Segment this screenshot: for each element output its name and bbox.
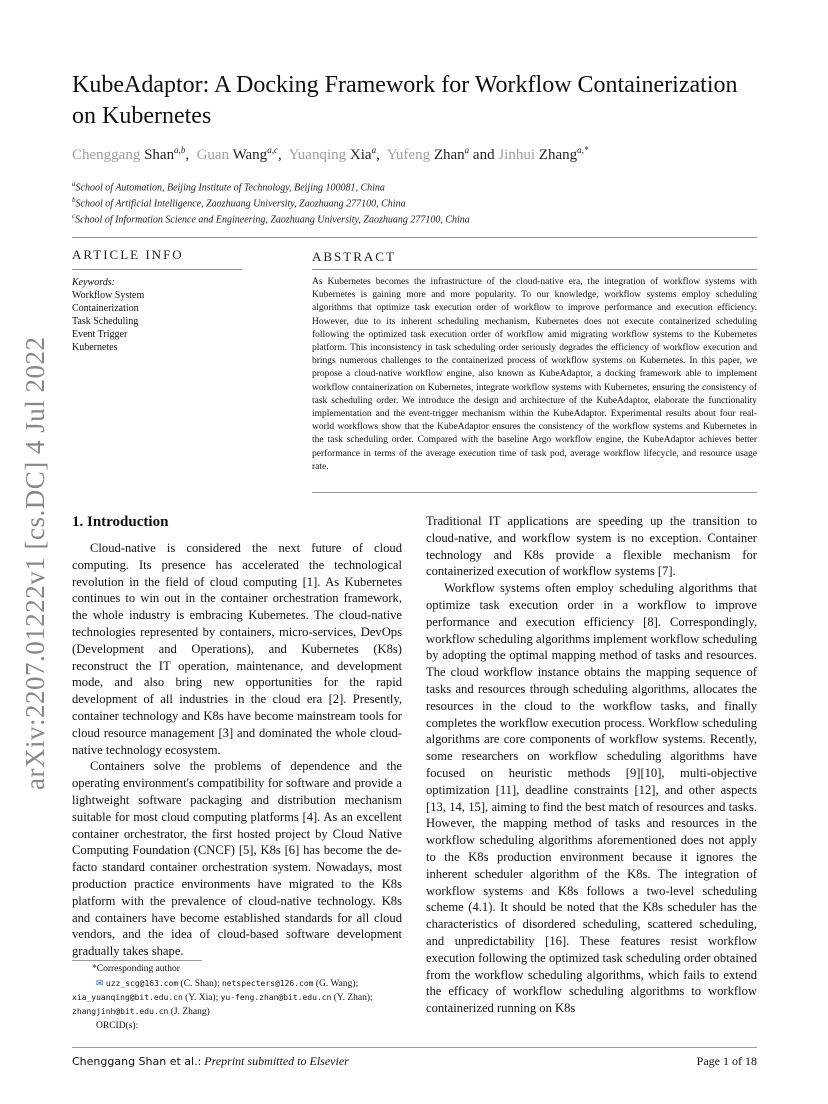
email-link[interactable]: xia_yuanqing@bit.edu.cn — [72, 993, 183, 1002]
page-number: Page 1 of 18 — [696, 1054, 757, 1068]
footnote-rule — [72, 960, 202, 961]
affiliation-a: $^a$School of Automation, Beijing Institute of Technology, Beijing 100081, China — [72, 180, 385, 194]
author-4[interactable]: Yufeng Zhan$^a$ — [386, 145, 470, 163]
paragraph: Containers solve the problems of dependence and the operating environment's compatibility for software and provide a lightweight software packaging and distribution mechanism suitable for most cloud computing platforms [4]. As an excellent container orchestrator, the first hosted project by Cloud Native Computing Foundation (CNCF) [5], K8s [6] has become the de-facto standard container orchestration system. Nowadays, most production practice environments have migrated to the K8s platform with the prevalence of cloud-native technology. K8s and containers have become established standards for all cloud vendors, and the idea of cloud-based software development gradually takes shape. — [72, 759, 402, 959]
footer-left — [72, 1054, 349, 1069]
email-link[interactable]: uzz_scg@163.com — [105, 979, 179, 988]
corresponding-author-note: *Corresponding author — [92, 964, 180, 974]
footer-divider — [72, 1047, 757, 1048]
article-info-rule — [72, 269, 242, 270]
affiliation-b: $^b$School of Artificial Intelligence, Zaozhuang University, Zaozhuang 277100, China — [72, 196, 406, 210]
header-divider — [72, 237, 757, 238]
author-3[interactable]: Yuanqing Xia$^a$ — [288, 145, 377, 163]
email-link[interactable]: netspecters@126.com — [221, 979, 314, 988]
affiliation-c: $^c$School of Information Science and Engineering, Zaozhuang University, Zaozhuang 277100, China — [72, 212, 470, 226]
keywords-label: Keywords: — [72, 277, 115, 288]
keywords-block — [72, 276, 242, 354]
abstract-end-rule — [312, 492, 757, 493]
envelope-icon: ✉ — [96, 978, 104, 988]
footer-preprint-note: Preprint submitted to Elsevier — [204, 1054, 349, 1068]
article-info-heading: ARTICLE INFO — [72, 247, 184, 262]
author-2[interactable]: Guan Wang$^{a,c}$ — [196, 145, 278, 163]
left-column — [72, 540, 402, 960]
keyword: Containerization — [72, 303, 139, 314]
keyword: Kubernetes — [72, 342, 118, 353]
author-5[interactable]: Jinhui Zhang$^{a,*}$ — [498, 145, 589, 163]
paragraph: Traditional IT applications are speeding up the transition to cloud-native, and workflow system is no exception. Container technology and K8s provide a flexible mechanism for containerized execution of workflow systems [7]. — [426, 514, 757, 579]
footnote — [72, 962, 402, 1033]
abstract-heading: ABSTRACT — [312, 249, 396, 264]
footnote-line-3: zhangjinh@bit.edu.cn (J. Zhang) — [72, 1007, 210, 1017]
footnote-line-2: xia_yuanqing@bit.edu.cn (Y. Xia); yu-feng.zhan@bit.edu.cn (Y. Zhan); — [72, 993, 373, 1003]
footnote-line-1: ✉ uzz_scg@163.com (C. Shan); netspecters@126.com (G. Wang); — [96, 978, 359, 989]
keyword: Task Scheduling — [72, 316, 139, 327]
author-1[interactable]: Chenggang Shan$^{a,b}$ — [72, 145, 186, 163]
keyword: Workflow System — [72, 290, 145, 301]
section-heading-introduction: 1. Introduction — [72, 514, 169, 530]
orcid-label: ORCID(s): — [96, 1021, 139, 1031]
paragraph: Cloud-native is considered the next future of cloud computing. Its presence has accelerated the technological revolution in the field of cloud computing [1]. As Kubernetes continues to win out in the container orchestration framework, the whole industry is embracing Kubernetes. The cloud-native technologies represented by containers, micro-services, DevOps (Development and Operations), and Kubernetes (K8s) reconstruct the IT operation, maintenance, and development mode, and also bring new opportunities for the rapid development of all industries in the cloud era [2]. Presently, container technology and K8s have become mainstream tools for cloud resource management [3] and dominated the whole cloud-native technology ecosystem. — [72, 541, 402, 757]
arxiv-stamp: arXiv:2207.01222v1 [cs.DC] 4 Jul 2022 — [20, 336, 50, 790]
abstract-rule — [312, 269, 757, 270]
keyword: Event Trigger — [72, 329, 128, 340]
email-link[interactable]: zhangjinh@bit.edu.cn — [72, 1007, 169, 1016]
paper-title: KubeAdaptor: A Docking Framework for Workflow Containerization on Kubernetes — [72, 72, 738, 129]
right-column — [426, 513, 757, 1017]
paragraph: Workflow systems often employ scheduling algorithms that optimize task execution order in a workflow to improve performance and execution efficiency [8]. Correspondingly, workflow scheduling algorithms implement workflow scheduling by adopting the optimal mapping method of tasks and resources. The cloud workflow instance obtains the mapping sequence of tasks and resources through scheduling algorithms, allocates the resources in the cloud to the workflow tasks, and finally completes the workflow execution process. Workflow scheduling algorithms are core components of workflow systems. Recently, some researchers on workflow scheduling algorithms have focused on heuristic methods [9][10], multi-objective optimization [11], deadline constraints [12], and other aspects [13, 14, 15], aiming to find the best match of resources and tasks. However, the mapping method of tasks and resources in the workflow scheduling algorithms aforementioned does not apply to the K8s production environment because it ignores the inherent scheduler algorithm of the K8s. The integration of workflow systems and K8s follows a two-level scheduling scheme (4.1). It should be noted that the K8s scheduler has the characteristics of disordered scheduling, scattered scheduling, and unpredictability [16]. These features resist workflow execution following the optimized task scheduling order obtained from the workflow scheduling algorithms, which fails to extend the efficacy of workflow scheduling algorithms to workflow containerized running on K8s — [426, 581, 757, 1016]
email-link[interactable]: yu-feng.zhan@bit.edu.cn — [220, 993, 332, 1002]
author-list: Chenggang Shan$^{a,b}$, Guan Wang$^{a,c}$, Yuanqing Xia$^a$, Yufeng Zhan$^a$ and Jinhui Zhang$^{a,*}$ — [72, 145, 589, 163]
footer-authors: Chenggang Shan et al.: — [72, 1055, 202, 1068]
abstract-text: As Kubernetes becomes the infrastructure of the cloud-native era, the integration of workflow systems with Kubernetes is gaining more and more popularity. To our knowledge, workflow systems employ scheduling algorithms that optimize task execution order of workflow to improve performance and execution efficiency. However, due to its inherent scheduling mechanism, Kubernetes does not execute containerized scheduling following the optimized task execution order of workflow amid migrating workflow systems to the Kubernetes platform. This inconsistency in task scheduling order seriously degrades the efficiency of workflow execution and brings numerous challenges to the containerized process of workflow systems on Kubernetes. In this paper, we propose a cloud-native workflow engine, also known as KubeAdaptor, a docking framework able to implement workflow containerization on Kubernetes, integrate workflow systems with Kubernetes, ensuring the consistency of task scheduling order. We introduce the design and architecture of the KubeAdaptor, elaborate the functionality implementation and the event-trigger mechanism within the KubeAdaptor. Experimental results about four real-world workflows show that the KubeAdaptor ensures the consistency of the workflow systems and Kubernetes in the task scheduling order. Compared with the baseline Argo workflow engine, the KubeAdaptor achieves better performance in terms of the average execution time of task pod, average workflow lifecycle, and resource usage rate. — [312, 277, 757, 472]
